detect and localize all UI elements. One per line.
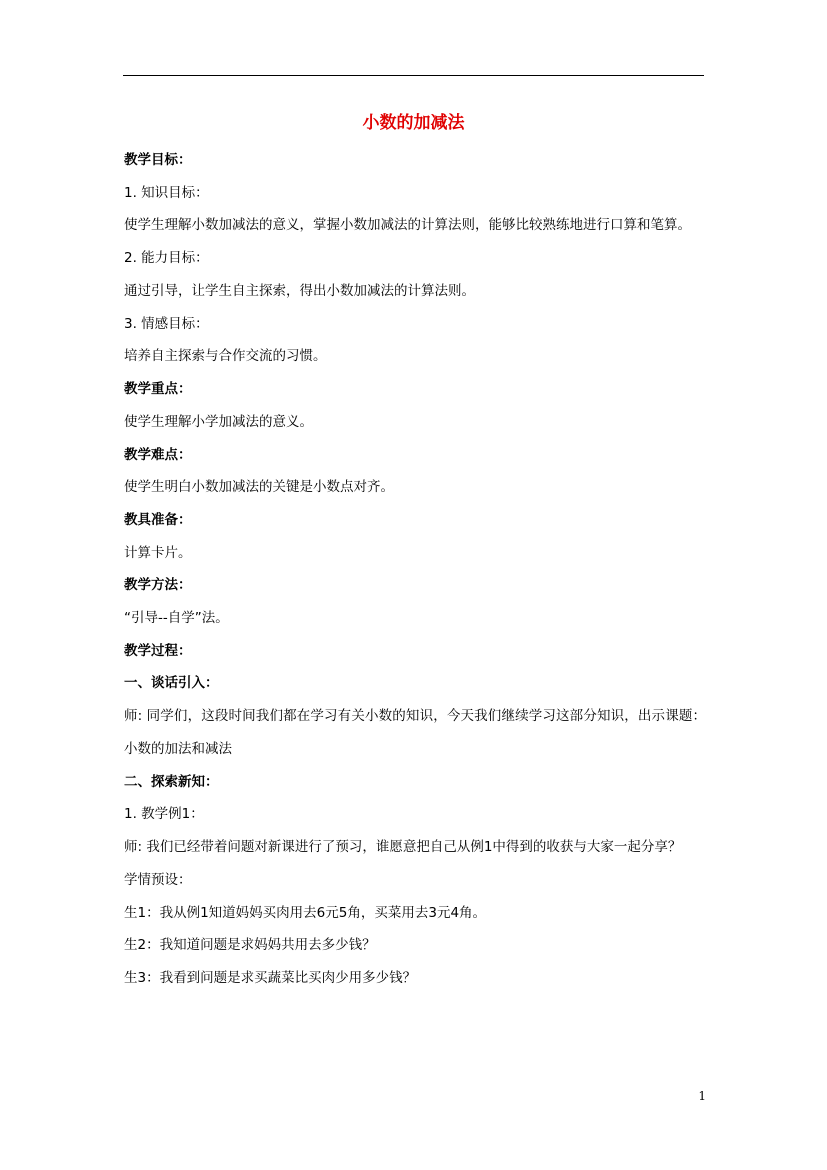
body-paragraph: 计算卡片。 — [124, 544, 192, 561]
body-paragraph: 培养自主探索与合作交流的习惯。 — [124, 348, 327, 365]
body-paragraph: 使学生理解小数加减法的意义，掌握小数加减法的计算法则，能够比较熟练地进行口算和笔算。 — [124, 217, 691, 234]
body-paragraph: 师: 我们已经带着问题对新课进行了预习，谁愿意把自己从例1中得到的收获与大家一起分享？ — [124, 838, 682, 855]
document-title: 小数的加减法 — [362, 113, 465, 133]
section-heading: 教学重点： — [124, 381, 192, 398]
body-paragraph: 生1：我从例1知道妈妈买肉用去6元5角，买菜用去3元4角。 — [124, 904, 487, 921]
section-heading: 教学方法： — [124, 577, 192, 594]
body-paragraph: 通过引导，让学生自主探索，得出小数加减法的计算法则。 — [124, 283, 475, 300]
body-paragraph: 生2：我知道问题是求妈妈共用去多少钱？ — [124, 937, 376, 954]
body-paragraph: 3. 情感目标： — [124, 315, 209, 332]
section-heading: 一、谈话引入： — [124, 675, 219, 692]
body-paragraph: 学情预设： — [124, 871, 192, 888]
section-heading: 教学目标： — [124, 152, 192, 168]
body-paragraph: 生3：我看到问题是求买蔬菜比买肉少用多少钱？ — [124, 969, 417, 986]
body-paragraph: “引导--自学”法。 — [124, 609, 229, 626]
section-heading: 教学过程： — [124, 642, 192, 659]
section-heading: 教具准备： — [124, 511, 192, 528]
section-heading: 二、探索新知： — [124, 773, 219, 790]
page-number: 1 — [698, 1089, 706, 1103]
body-paragraph: 1. 教学例1： — [124, 806, 204, 823]
body-paragraph: 师: 同学们，这段时间我们都在学习有关小数的知识，今天我们继续学习这部分知识，出示课题：小数的加法和减法 — [124, 708, 706, 757]
body-paragraph: 2. 能力目标： — [124, 250, 209, 267]
header-rule — [123, 75, 704, 76]
document-body — [124, 149, 706, 1000]
body-paragraph: 使学生理解小学加减法的意义。 — [124, 413, 313, 430]
body-paragraph: 使学生明白小数加减法的关键是小数点对齐。 — [124, 479, 394, 496]
body-paragraph: 1. 知识目标： — [124, 184, 209, 201]
section-heading: 教学难点： — [124, 446, 192, 463]
